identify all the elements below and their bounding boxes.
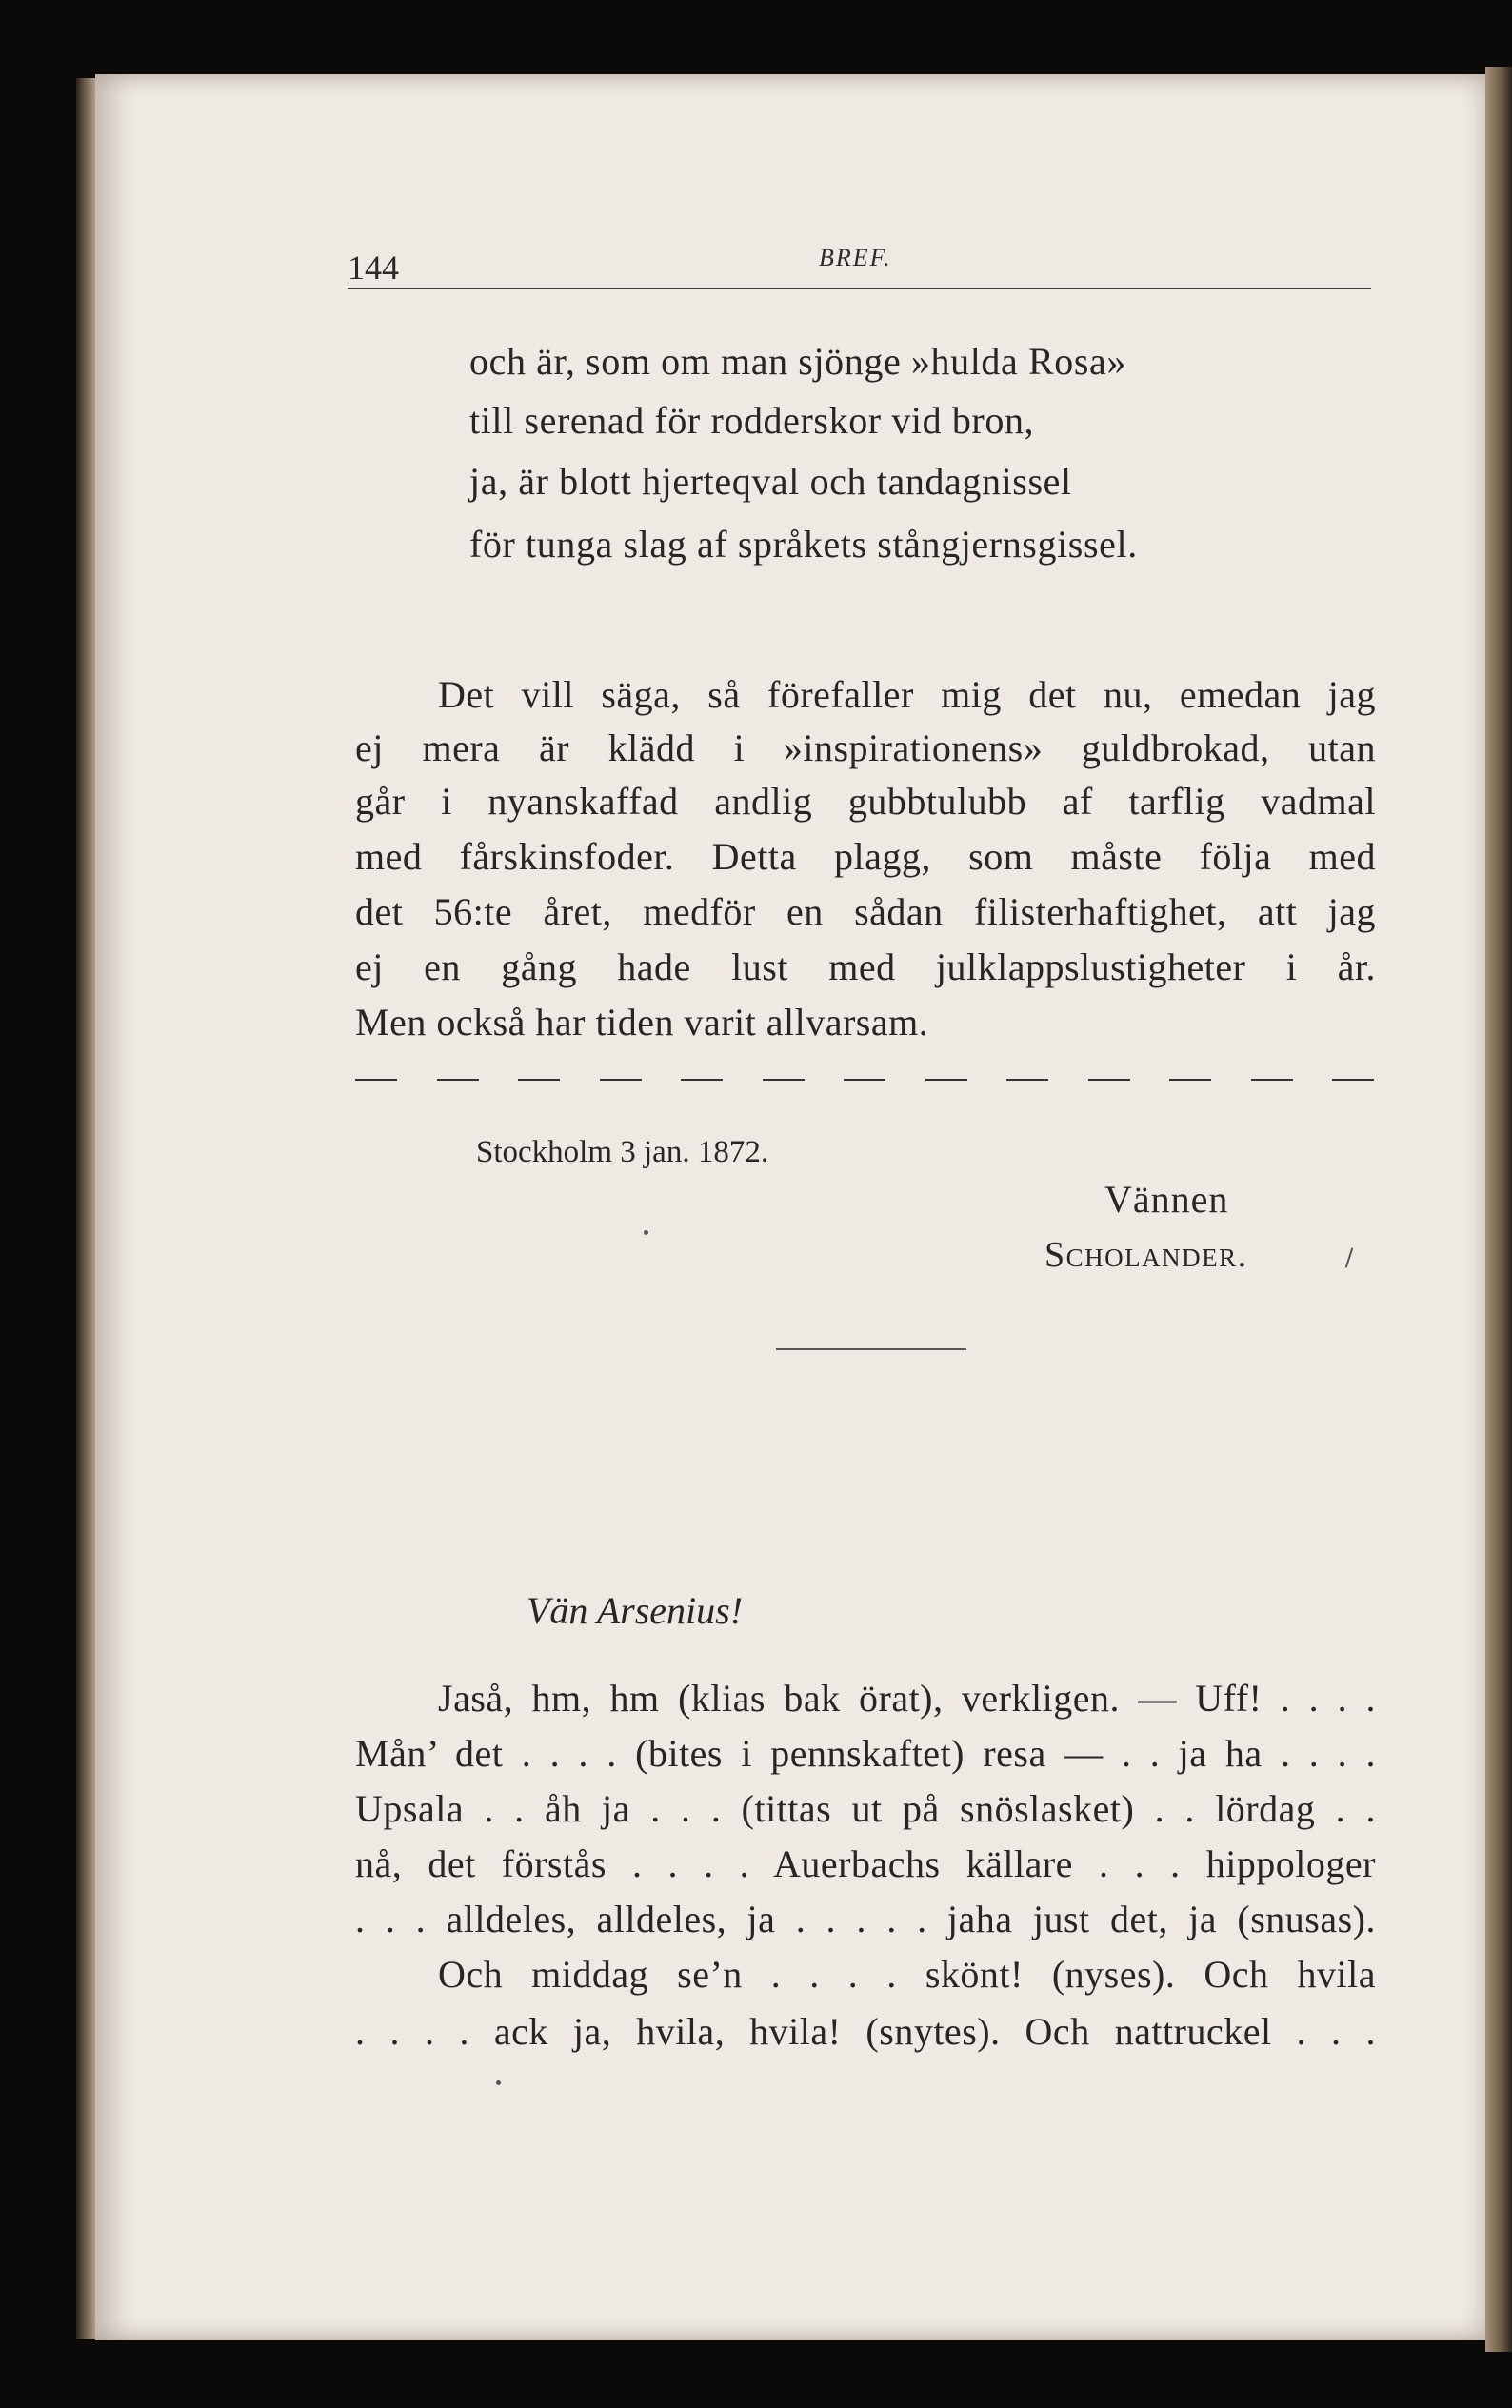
paragraph-line: Det vill säga, så förefaller mig det nu, emedan jag [438,673,1376,716]
verse-line: för tunga slag af språkets stångjernsgissel. [469,523,1138,566]
section-rule [776,1348,966,1350]
paragraph-line: Men också har tiden varit allvarsam. [355,1001,929,1044]
salutation: Vän Arsenius! [527,1589,744,1632]
paragraph-line: Mån’ det . . . . (bites i pennskaftet) resa — . . ja ha . . . . [355,1732,1376,1775]
dash-separator [355,1079,1374,1081]
paragraph-line: med fårskinsfoder. Detta plagg, som måste följa med [355,835,1376,878]
verse-line: och är, som om man sjönge »hulda Rosa» [469,340,1126,383]
header-rule [348,288,1371,289]
signature: Scholander. [1044,1235,1248,1275]
book-spine-edge [76,78,97,2339]
paragraph-line: Och middag se’n . . . . skönt! (nyses). Och hvila [438,1953,1376,1996]
paper-speck [644,1230,648,1235]
paragraph-line: Jaså, hm, hm (klias bak örat), verkligen. — Uff! . . . . [438,1677,1376,1720]
page-number: 144 [348,249,399,287]
paragraph-line: . . . . ack ja, hvila, hvila! (snytes). Och nattruckel . . . [355,2010,1376,2053]
paragraph-line: ej en gång hade lust med julklappslustigheter i år. [355,945,1376,988]
paragraph-line: nå, det förstås . . . . Auerbachs källare . . . hippologer [355,1842,1376,1885]
paragraph-line: Upsala . . åh ja . . . (tittas ut på snöslasket) . . lördag . . [355,1787,1376,1830]
paragraph-line: ej mera är klädd i »inspirationens» guldbrokad, utan [355,726,1376,769]
verse-line: till serenad för rodderskor vid bron, [469,399,1035,442]
paragraph-line: . . . alldeles, alldeles, ja . . . . . jaha just det, ja (snusas). [355,1898,1376,1940]
running-head [348,236,1376,293]
book-fore-edge [1485,67,1512,2352]
place-date: Stockholm 3 jan. 1872. [476,1135,769,1169]
paragraph-line: det 56:te året, medför en sådan filisterhaftighet, att jag [355,890,1376,933]
paragraph-line: går i nyanskaffad andlig gubbtulubb af tarflig vadmal [355,780,1376,823]
verse-line: ja, är blott hjerteqval och tandagnissel [469,460,1072,503]
closing: Vännen [1104,1178,1229,1221]
running-title: BREF. [819,244,892,271]
paper-speck [496,2080,501,2085]
